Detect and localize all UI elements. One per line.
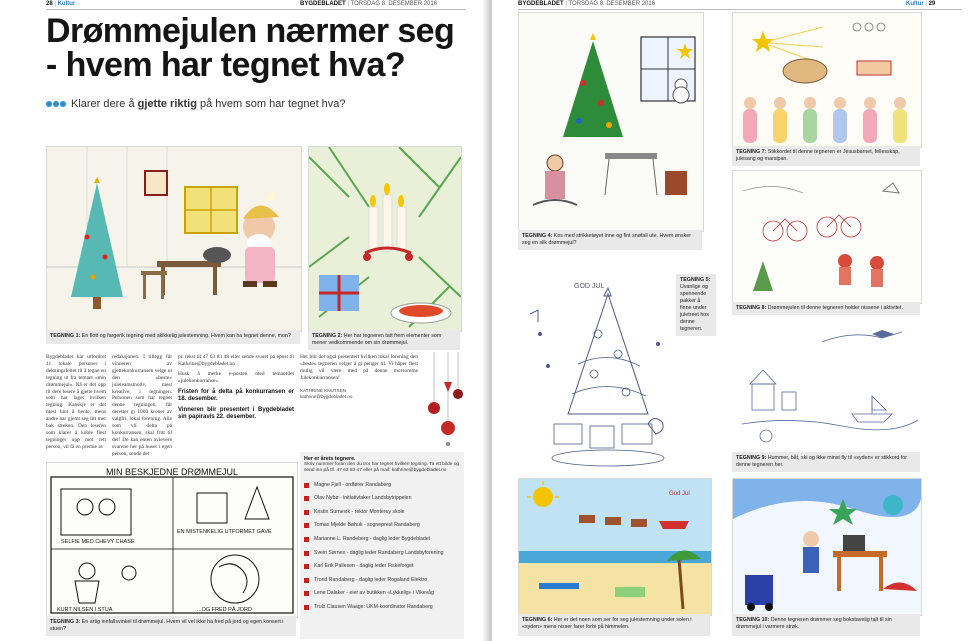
drawing-3-heading: MIN BESKJEDNE DRØMMEJUL: [105, 467, 239, 477]
caption-drawing-8: TEGNING 8: Drømmejulen til denne tegneren holder nissene i aktivitet.: [732, 302, 920, 315]
christmas-ornaments-icon: [424, 352, 464, 448]
drawing-8: [732, 170, 922, 304]
right-page-header: Kultur | 29: [906, 1, 936, 7]
drawing-2: [308, 146, 462, 332]
contestant-item: Trond Randaberg - daglig leder Rogaland Elektro: [304, 574, 460, 588]
section-name: Kultur: [57, 1, 76, 7]
section-name: Kultur: [906, 1, 924, 7]
drawing-5: [518, 274, 674, 470]
caption-drawing-1: TEGNING 1: En flott og fargerik tegning med skikkelig julestemning. Hvem kan ha tegnet denne, mon?: [46, 330, 300, 344]
paper-name: BYGDEBLADET: [300, 1, 346, 7]
contestant-item: Lene Dalaker - eier av butikken «Lykkelig» i Vikevåg: [304, 587, 460, 601]
contestants-intro: Skriv nummer foran den du tror har tegnet hvilken tegning. Ta ett bilde og send inn på tlf. 47 63 83 47 eller på mail: kathrine@bygdebladet.no: [304, 462, 460, 474]
page-number: 28: [46, 1, 53, 7]
drawing-5-text: GOD JUL: [574, 283, 605, 290]
page-title: Drømmejulen nærmer seg - hvem har tegnet hva?: [46, 12, 455, 84]
issue-date: TORSDAG 8. DESEMBER 2016: [568, 1, 656, 7]
contestant-item: Kristin Surnevik - rektor Monterey skole: [304, 506, 460, 520]
issue-date: TORSDAG 8. DESEMBER 2016: [350, 1, 438, 7]
byline-name: KATHRINE KNUTSEN: [300, 387, 347, 393]
drawing-3-gift-label: EN MISTENKELIG UTFORMET GAVE: [177, 529, 272, 535]
caption-drawing-2: TEGNING 2: Her har tegneren tatt frem elementer som mener vedkommende om sin drømmejul.: [308, 330, 460, 350]
body-column-3: pr. tekst til 47 63 83 48 eller sende svaret på epost til Kathrine@bygdebladet.no Husk å merke e-posten med temaordet «julekonkurranse». Fristen for å delta på konkurransen er 18. desember. Vinneren blir presentert i Bygdebladet sin papiravis 22. desember.: [178, 354, 294, 421]
drawing-4: [518, 12, 704, 232]
contestant-item: Tomas Mjelde Bøhuk - sogneprest Randaberg: [304, 519, 460, 533]
contestants-box: [300, 452, 464, 639]
byline-email: kathrine@bygdebladet.no: [300, 393, 353, 399]
body-column-2: redaksjonen. I tillegg får vinneren av gjettekonkurransen velge ut den «beste» juleteamsmotiv, mest kreative, i tegningen. Personen som har tegnet denne tegningen, får deretter gi 1000 kroner av valgfri, lokal forening. Alle som vil delta på konkurransen, skal fritt til det! De kan enten avlevere svarene her på huset i egen person, sende det: [112, 354, 172, 457]
left-page: [0, 0, 488, 641]
caption-drawing-6: TEGNING 6: Her er det noen som ser for seg julestemning under solen i «syden» mens nisser farer forbi på himmelen.: [518, 614, 710, 636]
contestants-list: [304, 479, 460, 615]
contestant-item: Marianne L. Randeberg - daglig leder Bygdebladet: [304, 533, 460, 547]
drawing-6-text: God Jul: [669, 491, 690, 497]
byline: [300, 388, 418, 400]
drawing-3-peace-label: ...OG FRED PÅ JORD: [197, 607, 253, 613]
deadline: Fristen for å delta på konkurransen er 18. desember.: [178, 388, 294, 402]
drawing-7: [732, 12, 922, 148]
left-page-header: 28 | Kultur: [46, 1, 76, 7]
body-column-4: Her blir det også presentert hvilken lokal forening den «beste» tegneren velger å gi penger til. Vi håper flest mulig vil være med på denne morsomme Julekonkurransen! KATHRINE KNUTSEN kathrine@bygdebladet.no: [300, 354, 418, 399]
drawing-10: [732, 478, 922, 616]
caption-drawing-7: TEGNING 7: Stikkordet til denne tegneren er Jesusbarnet, fellesskap, julesang og marsipan.: [732, 146, 920, 166]
contestant-item: Magne Fjell - ordfører Randaberg: [304, 479, 460, 493]
drawing-6: [518, 478, 712, 616]
body-column-1: Bygdebladet har utfordret 11 lokale personer i dekningsfeltet til å tegne en tegning ut fra temaet «min drømmejul». Nå er det opp til dere lesere å gjette hvem som har laget hvilken tegning. Kanskje er det mest hint å hente, mens andre har gjemt seg litt mer bak streken. Den leseren som klarer å koble flest tegninger opp mot rett person, vil få en premie av: [46, 354, 106, 450]
drawing-1: [46, 146, 302, 332]
kicker: Klarer dere å gjette riktig på hvem som har tegnet hva?: [46, 98, 346, 110]
page-number: 29: [928, 1, 936, 7]
kicker-emphasis: gjette riktig: [137, 98, 197, 110]
winner-notice: Vinneren blir presentert i Bygdebladet sin papiravis 22. desember.: [178, 407, 294, 421]
drawing-9: [732, 320, 920, 452]
contestant-item: Karl Erik Pallesen - daglig leder Fiskeforget: [304, 560, 460, 574]
paper-name: BYGDEBLADET: [518, 1, 564, 7]
contestant-item: Olav Nybø - initiativtaker Landsbytrippelen: [304, 492, 460, 506]
drawing-3-selfie-label: SELFIE MED CHEVY CHASE: [61, 539, 135, 545]
right-page: [492, 0, 980, 641]
caption-drawing-9: TEGNING 9: Hummer, båt, ski og ikke minst fly til «syden» er stikkord for denne tegneren her.: [732, 452, 920, 472]
caption-drawing-5: TEGNING 5: Uvanlige og spennende pakker å finne under juletreet hos denne tegneren.: [676, 274, 716, 336]
drawing-3: [46, 462, 298, 618]
bullet-dots-icon: [46, 98, 67, 110]
caption-drawing-4: TEGNING 4: Kos med strikketøyet inne og fint snøfall ute. Hvem ønsker seg en slik drømmejul?: [518, 230, 702, 250]
caption-drawing-3: TEGNING 3: En artig innfallsvinkel til drømmejul. Hvem vil vel ikke ha fred på jord og egen konsert i stuen?: [46, 616, 296, 636]
left-page-masthead: BYGDEBLADET | TORSDAG 8. DESEMBER 2016: [300, 1, 438, 7]
drawing-3-kurt-label: KURT NILSEN I STUA: [57, 607, 113, 613]
contestant-item: Svein Sørnes - daglig leder Randaberg Landsbyforening: [304, 547, 460, 561]
caption-drawing-10: TEGNING 10: Denne tegneren drømmer seg bokstavelig talt til sin drømmejul i varmere strøk.: [732, 614, 920, 636]
right-page-masthead: BYGDEBLADET | TORSDAG 8. DESEMBER 2016: [518, 1, 656, 7]
contestants-title: Her er årets tegnere.: [304, 456, 356, 462]
contestant-item: Truls Clausen Waage: UKM-koordinator Randaberg: [304, 601, 460, 615]
